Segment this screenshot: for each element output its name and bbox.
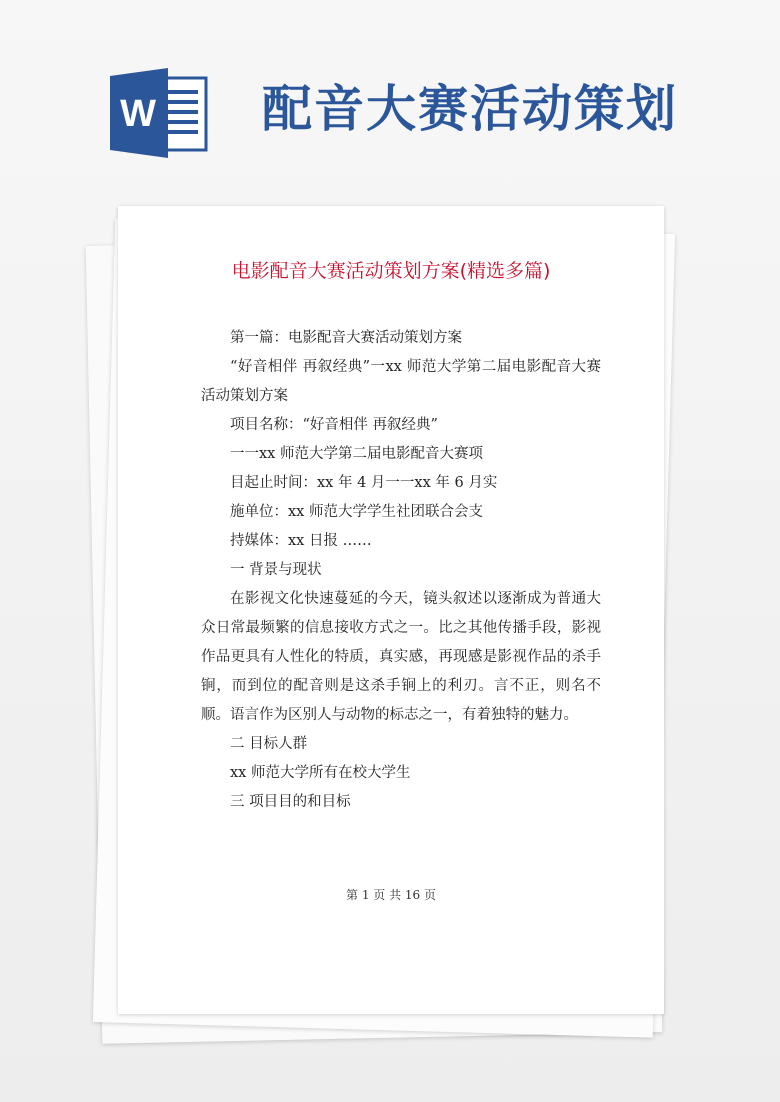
word-logo-letter: W xyxy=(120,93,156,135)
event-subtitle-paragraph: “好音相伴 再叙经典”一xx 师范大学第二届电影配音大赛活动策划方案 xyxy=(201,359,601,404)
background-paragraph: 在影视文化快速蔓延的今天，镜头叙述以逐渐成为普通大众日常最频繁的信息接收方式之一。比之其他传播手段，影视作品更具有人性化的特质，真实感，再现感是影视作品的杀手锏，而到位的配音则是这杀手锏上的利刃。言不正，则名不顺。语言作为区别人与动物的标志之一，有着独特的魅力。 xyxy=(201,591,601,723)
page-title: 配音大赛活动策划 xyxy=(262,80,678,138)
word-document-icon xyxy=(110,68,208,158)
project-line: 一一xx 师范大学第二届电影配音大赛项 xyxy=(230,446,483,462)
document-page xyxy=(118,206,664,1014)
section-title-chapter-one: 第一篇：电影配音大赛活动策划方案 xyxy=(230,330,462,346)
section-heading-goals: 三 项目目的和目标 xyxy=(230,794,351,810)
section-heading-background: 一 背景与现状 xyxy=(230,562,322,578)
media-support-line: 持媒体：xx 日报 …… xyxy=(230,533,372,549)
target-audience-line: xx 师范大学所有在校大学生 xyxy=(230,765,411,781)
document-body xyxy=(201,324,601,817)
document-heading: 电影配音大赛活动策划方案(精选多篇) xyxy=(231,260,551,282)
project-period-line: 目起止时间：xx 年 4 月一一xx 年 6 月实 xyxy=(230,475,498,491)
section-heading-target-audience: 二 目标人群 xyxy=(230,736,308,752)
page-number-footer: 第 1 页 共 16 页 xyxy=(346,888,436,902)
organizer-line: 施单位：xx 师范大学学生社团联合会支 xyxy=(230,504,483,520)
project-name-line: 项目名称：“好音相伴 再叙经典” xyxy=(230,417,438,433)
